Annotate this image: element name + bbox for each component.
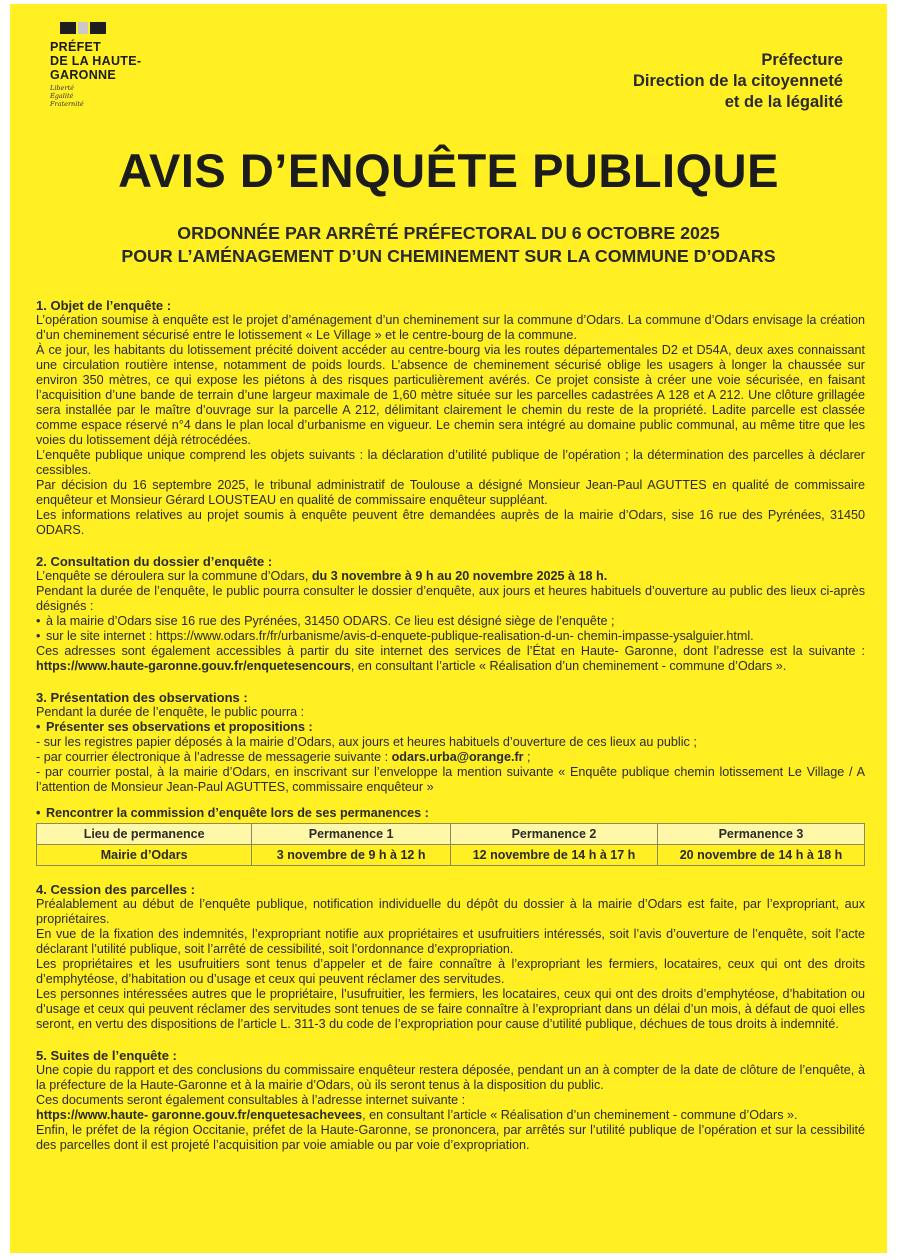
issuer-line-1: Préfecture: [761, 51, 843, 69]
table-cell: 3 novembre de 9 h à 12 h: [252, 845, 451, 866]
paragraph: [36, 644, 865, 674]
table-row: [37, 845, 865, 866]
paragraph: Une copie du rapport et des conclusions du commissaire enquêteur restera déposée, pendant un an à compter de la date de clôture de l’enquête, à la préfecture de la Haute-Garonne et à la mairie d’Odars, où ils seront tenus à la disposition du public.: [36, 1063, 865, 1092]
table-cell: Mairie d’Odars: [37, 845, 252, 866]
enquetesencours-link[interactable]: https://www.haute-garonne.gouv.fr/enquetesencours: [36, 659, 351, 673]
table-cell: 20 novembre de 14 h à 18 h: [657, 845, 864, 866]
paragraph: Les informations relatives au projet soumis à enquête peuvent être demandées auprès de la mairie d’Odars, sise 16 rue des Pyrénées, 31450 ODARS.: [36, 508, 865, 537]
notice-page: [10, 4, 887, 1253]
list-item: [36, 750, 865, 765]
text: ;: [523, 750, 531, 764]
section-consultation: [36, 554, 865, 674]
logo-prefet-text: PRÉFET DE LA HAUTE- GARONNE: [50, 40, 142, 82]
table-header-cell: Permanence 3: [657, 824, 864, 845]
paragraph: Pendant la durée de l’enquête, le public pourra :: [36, 705, 305, 719]
subtitle-line-2: POUR L’AMÉNAGEMENT D’UN CHEMINEMENT SUR LA COMMUNE D’ODARS: [121, 246, 776, 266]
paragraph: Ces documents seront également consultables à l’adresse internet suivante :: [36, 1093, 466, 1107]
subtitle-line-1: ORDONNÉE PAR ARRÊTÉ PRÉFECTORAL DU 6 OCTOBRE 2025: [177, 223, 720, 243]
section-cession: [36, 882, 865, 1032]
section-observations: [36, 690, 865, 866]
paragraph: Préalablement au début de l’enquête publique, notification individuelle du dépôt du dossier à la mairie d’Odars est faite, par l’expropriant, aux propriétaires.: [36, 897, 865, 926]
table-cell: 12 novembre de 14 h à 17 h: [450, 845, 657, 866]
paragraph: Enfin, le préfet de la région Occitanie, préfet de la Haute-Garonne, se prononcera, par arrêtés sur l’utilité publique de l’opération et sur la cessibilité des parcelles dont il est projeté l’acquisition par voie amiable ou par voie d’expropriation.: [36, 1123, 865, 1152]
paragraph: [36, 1108, 865, 1123]
paragraph: Les personnes intéressées autres que le propriétaire, l’usufruitier, les fermiers, les locataires, ceux qui ont des droits d’emphytéose, d’habitation ou d’usage et ceux qui peuvent réclamer des servitudes sont tenues de se faire connaître à l’expropriant dans un délai d’un mois, à défaut de quoi elles seront, en vertu des dispositions de l’article L. 311-3 du code de l’expropriation pour cause d’utilité publique, déchues de tous droits à indemnité.: [36, 987, 865, 1031]
text: - par courrier électronique à l’adresse de messagerie suivante :: [36, 750, 392, 764]
permanences-table: [36, 823, 865, 866]
list-item: • Rencontrer la commission d’enquête lors de ses permanences :: [36, 806, 865, 821]
list-item: • Présenter ses observations et propositions :: [36, 720, 865, 735]
enquiry-dates: du 3 novembre à 9 h au 20 novembre 2025 à 18 h.: [311, 569, 608, 583]
paragraph: À ce jour, les habitants du lotissement précité doivent accéder au centre-bourg via les routes départementales D2 et D54A, deux axes connaissant une circulation routière intense, notamment de poids lourds. L’absence de cheminement sécurisé oblige les usagers à longer la chaussée sur environ 350 mètres, ce qui expose les piétons à des risques particulièrement avérés. Ce projet consiste à créer une voie sécurisée, en faisant l’acquisition d’une bande de terrain d’une largeur maximale de 1,60 mètre située sur les parcelles cadastrées A 128 et A 212. Une clôture grillagée sera installée par le maître d’ouvrage sur la parcelle A 212, délimitant clairement le chemin du reste de la propriété. Ladite parcelle est classée comme espace réservé n°4 dans le plan local d’urbanisme en vigueur. Le chemin sera intégré au domaine public communal, au même titre que les voies du lotissement déjà rétrocédées.: [36, 343, 865, 447]
prefecture-logo: [50, 22, 190, 108]
issuer-header: [633, 50, 843, 113]
list-item: - sur les registres papier déposés à la mairie d’Odars, aux jours et heures habituels d’ouverture de ces lieux au public ;: [36, 735, 697, 749]
paragraph: En vue de la fixation des indemnités, l’expropriant notifie aux propriétaires et usufruitiers intéressés, soit l’avis d’ouverture de l’enquête, soit l’acte déclarant l’utilité publique, soit l’arrêté de cessibilité, soit l’ordonnance d’expropriation.: [36, 927, 865, 956]
paragraph: L’enquête publique unique comprend les objets suivants : la déclaration d’utilité publique de l’opération ; la détermination des parcelles à déclarer cessibles.: [36, 448, 865, 477]
table-header-row: [37, 824, 865, 845]
issuer-line-3: et de la légalité: [724, 93, 843, 111]
list-item: - par courrier postal, à la mairie d’Odars, en inscrivant sur l’enveloppe la mention suivante « Enquête publique chemin lotissement Le Village / A l’attention de Monsieur Jean-Paul AGUTTES, commissaire enquêteur »: [36, 765, 865, 794]
odars-website-link[interactable]: • sur le site internet : https://www.odars.fr/fr/urbanisme/avis-d-enquete-publique-realisation-d-un- chemin-impasse-ysalguier.html.: [36, 629, 865, 644]
marianne-flag-icon: [60, 22, 190, 34]
table-header-cell: Lieu de permanence: [37, 824, 252, 845]
section-objet: [36, 298, 865, 538]
section-suites: [36, 1048, 865, 1153]
email-link[interactable]: odars.urba@orange.fr: [391, 750, 524, 764]
page-title: AVIS D’ENQUÊTE PUBLIQUE: [118, 144, 779, 197]
text: L’enquête se déroulera sur la commune d’Odars,: [36, 569, 312, 583]
text: , en consultant l’article « Réalisation d’un cheminement - commune d’Odars ».: [362, 1108, 798, 1122]
section-title: 1. Objet de l’enquête :: [36, 298, 172, 313]
logo-motto: Liberté Égalité Fraternité: [50, 84, 84, 108]
notice-body: [36, 298, 865, 1153]
text: Ces adresses sont également accessibles à partir du site internet des services de l’État en Haute- Garonne, dont l’adresse est la suivante :: [36, 644, 865, 658]
table-header-cell: Permanence 1: [252, 824, 451, 845]
paragraph: Pendant la durée de l’enquête, le public pourra consulter le dossier d’enquête, aux jours et heures habituels d’ouverture au public des lieux ci-après désignés :: [36, 584, 865, 613]
section-title: 3. Présentation des observations :: [36, 690, 248, 705]
list-item: • à la mairie d’Odars sise 16 rue des Pyrénées, 31450 ODARS. Ce lieu est désigné siège de l’enquête ;: [36, 614, 865, 629]
issuer-line-2: Direction de la citoyenneté: [633, 72, 843, 90]
subtitle: [10, 222, 887, 268]
paragraph: Par décision du 16 septembre 2025, le tribunal administratif de Toulouse a désigné Monsieur Jean-Paul AGUTTES en qualité de commissaire enquêteur et Monsieur Gérard LOUSTEAU en qualité de commissaire enquêteur suppléant.: [36, 478, 865, 507]
section-title: 2. Consultation du dossier d’enquête :: [36, 554, 273, 569]
paragraph: Les propriétaires et les usufruitiers sont tenus d’appeler et de faire connaître à l’expropriant les fermiers, locataires, ceux qui ont des droits d’emphytéose, d’habitation ou d’usage et ceux qui peuvent réclamer des servitudes.: [36, 957, 865, 986]
section-title: 5. Suites de l’enquête :: [36, 1048, 177, 1063]
paragraph: [36, 569, 865, 584]
paragraph: L’opération soumise à enquête est le projet d’aménagement d’un cheminement sur la commune d’Odars. La commune d’Odars envisage la création d’un cheminement sécurisé entre le lotissement « Le Village » et le centre-bourg de la commune.: [36, 313, 865, 342]
enquetesachevees-link[interactable]: https://www.haute- garonne.gouv.fr/enquetesachevees: [36, 1108, 363, 1122]
section-title: 4. Cession des parcelles :: [36, 882, 195, 897]
table-header-cell: Permanence 2: [450, 824, 657, 845]
text: , en consultant l’article « Réalisation d’un cheminement - commune d’Odars ».: [350, 659, 787, 673]
